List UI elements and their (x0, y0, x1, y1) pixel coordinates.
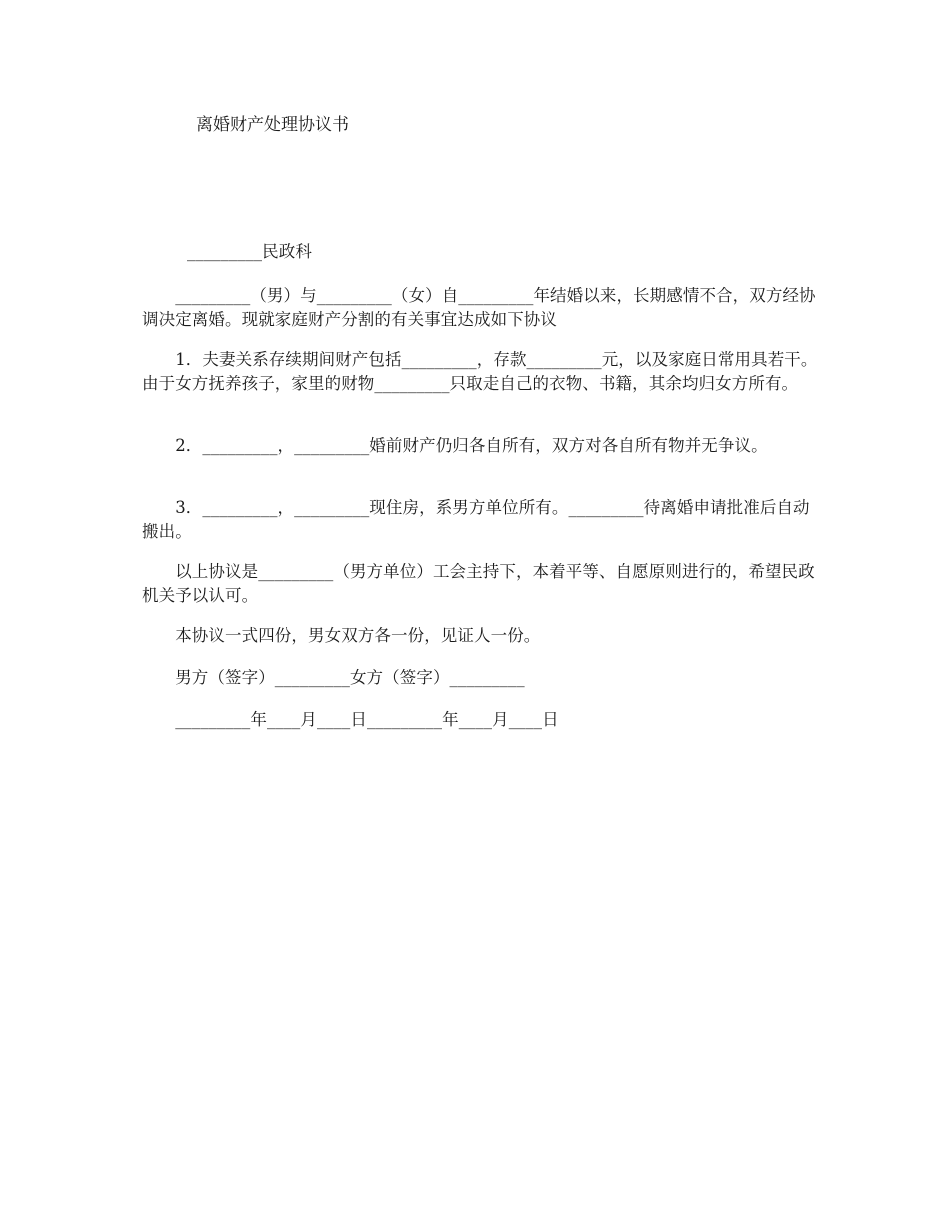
clause-2-paragraph: 2．_________，_________婚前财产仍归各自所有，双方对各自所有物并无争议。 (142, 436, 768, 455)
copies-paragraph: 本协议一式四份，男女双方各一份，见证人一份。 (142, 626, 541, 645)
intro-paragraph: _________（男）与_________（女）自_________年结婚以来，长期感情不合，双方经协调决定离婚。现就家庭财产分割的有关事宜达成如下协议 (142, 286, 816, 329)
clause-1-paragraph: 1．夫妻关系存续期间财产包括_________，存款_________元，以及家庭日常用具若干。由于女方抚养孩子，家里的财物_________只取走自己的衣物、书籍，其余均归女方所有。 (142, 350, 818, 393)
signature-line: 男方（签字）_________女方（签字）_________ (142, 668, 525, 687)
document-title: 离婚财产处理协议书 (196, 115, 349, 135)
date-line: _________年____月____日_________年____月____日 (142, 710, 559, 729)
recipient-line: _________民政科 (187, 242, 312, 261)
closing-paragraph: 以上协议是_________（男方单位）工会主持下，本着平等、自愿原则进行的，希望民政机关予以认可。 (142, 562, 815, 605)
clause-3-paragraph: 3．_________，_________现住房，系男方单位所有。_________待离婚申请批准后自动搬出。 (142, 498, 810, 541)
